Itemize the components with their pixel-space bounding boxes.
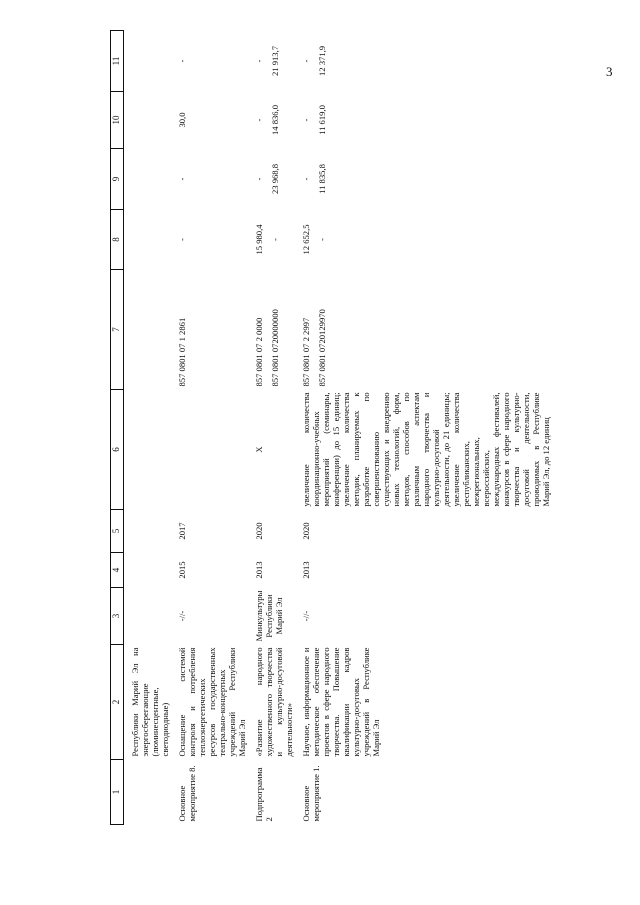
value-line: 23 968,8	[270, 163, 280, 195]
end-year: 2017	[177, 522, 187, 540]
end-year: 2020	[301, 522, 311, 540]
value-col8	[171, 210, 248, 270]
value-line: 15 980,4	[254, 224, 264, 255]
value-line: -	[301, 177, 311, 181]
row-description: Научное, информационное и методическое обеспечение проектов в сфере народного творчества. Повышение квалификации кадров культурно-досуговых учреждений в Республике Марий Эл	[301, 647, 381, 757]
value-col11	[248, 31, 295, 92]
start-year: 2013	[254, 561, 264, 579]
value-line: -	[177, 238, 187, 241]
value-line: -	[254, 118, 264, 122]
budget-code	[171, 270, 248, 390]
column-header: 8	[111, 210, 124, 270]
row-description: Республики Марий Эл на энергосберегающие (люминесцентные, светодиодные)	[130, 647, 170, 757]
expected-result	[124, 390, 172, 510]
column-header: 5	[111, 510, 124, 553]
value-line: 11 835,8	[317, 164, 327, 194]
value-line: 30,0	[177, 112, 187, 128]
row-label: Подпрограмма 2	[254, 767, 274, 822]
budget-code-line: 857 0801 0720129970	[317, 309, 327, 387]
column-header: 2	[111, 645, 124, 760]
value-col10	[295, 92, 552, 149]
table-row	[171, 31, 248, 825]
value-line: -	[270, 238, 280, 241]
start-year	[124, 553, 172, 588]
value-line: -	[301, 59, 311, 63]
value-col10	[171, 92, 248, 149]
budget-code-line: 857 0801 07 1 2861	[177, 317, 187, 387]
row-label: Основное мероприятие 8.	[177, 765, 197, 822]
value-col9	[124, 149, 172, 210]
column-header: 10	[111, 92, 124, 149]
budget-code	[124, 270, 172, 390]
value-line: -	[317, 238, 327, 241]
value-line: -	[301, 118, 311, 122]
row-description: «Развитие народного художественного творчества и культурно-досуговой деятельности»	[254, 647, 294, 757]
table-body	[124, 31, 553, 825]
page-number: 3	[606, 64, 613, 79]
column-number-header	[111, 31, 124, 825]
responsible-executor	[124, 588, 172, 645]
value-line: -	[177, 59, 187, 63]
value-col9	[248, 149, 295, 210]
responsible-executor: -//-	[301, 610, 311, 622]
table-row	[295, 31, 552, 825]
start-year: 2013	[301, 561, 311, 579]
budget-code	[248, 270, 295, 390]
value-line: 12 652,5	[301, 224, 311, 255]
start-year: 2015	[177, 561, 187, 579]
column-header: 9	[111, 149, 124, 210]
budget-code-line: 857 0801 07 2 0000	[254, 317, 264, 387]
expected-result: увеличение количества координационно-учебных мероприятий (семинары, конференции) до 15 единиц; увеличение количества методик, планируемых к разработке по совершенствованию существующих и внедрению новых технологий, форм, методов, способов по различным аспектам народного творчества и культурно-досуговой деятельности, до 21 единицы; увеличение количества республиканских, межрегиональных, всероссийских, международных фестивалей, конкурсов в сфере народного творчества и культурно-досуговой деятельности, проводимых в Республике Марий Эл, до 12 единиц	[301, 392, 551, 507]
value-col11	[295, 31, 552, 92]
column-header: 3	[111, 588, 124, 645]
column-header: 11	[111, 31, 124, 92]
value-col9	[171, 149, 248, 210]
expected-result: Х	[254, 446, 264, 453]
value-line: -	[254, 59, 264, 63]
budget-code	[295, 270, 552, 390]
row-label: Основное мероприятие 1.	[301, 765, 321, 822]
value-col10	[248, 92, 295, 149]
column-header: 4	[111, 553, 124, 588]
table-row	[248, 31, 295, 825]
value-col8	[295, 210, 552, 270]
value-col10	[124, 92, 172, 149]
value-line: -	[254, 177, 264, 181]
row-label	[124, 760, 172, 825]
column-header: 1	[111, 760, 124, 825]
row-description: Оснащение системой контроля и потребления теплоэнергетических ресурсов государственных театрально-концертных учреждений Республики Марий Эл	[177, 647, 247, 757]
column-header: 7	[111, 270, 124, 390]
expected-result	[171, 390, 248, 510]
end-year	[124, 510, 172, 553]
end-year: 2020	[254, 522, 264, 540]
value-col8	[124, 210, 172, 270]
column-header: 6	[111, 390, 124, 510]
budget-code-line: 857 0801 0720000000	[270, 309, 280, 387]
table-row	[124, 31, 172, 825]
value-line: -	[177, 177, 187, 181]
value-col11	[171, 31, 248, 92]
responsible-executor: Минкультуры Республики Марий Эл	[254, 590, 284, 642]
value-col8	[248, 210, 295, 270]
responsible-executor: -//-	[177, 610, 187, 622]
value-line: 12 371,9	[317, 45, 327, 77]
value-line: 21 913,7	[270, 45, 280, 77]
value-col9	[295, 149, 552, 210]
program-table-grid	[110, 30, 552, 825]
value-line: 11 619,0	[317, 105, 327, 135]
value-col11	[124, 31, 172, 92]
program-table	[110, 35, 626, 825]
budget-code-line: 857 0801 07 2 2997	[301, 317, 311, 387]
value-line: 14 836,0	[270, 104, 280, 136]
